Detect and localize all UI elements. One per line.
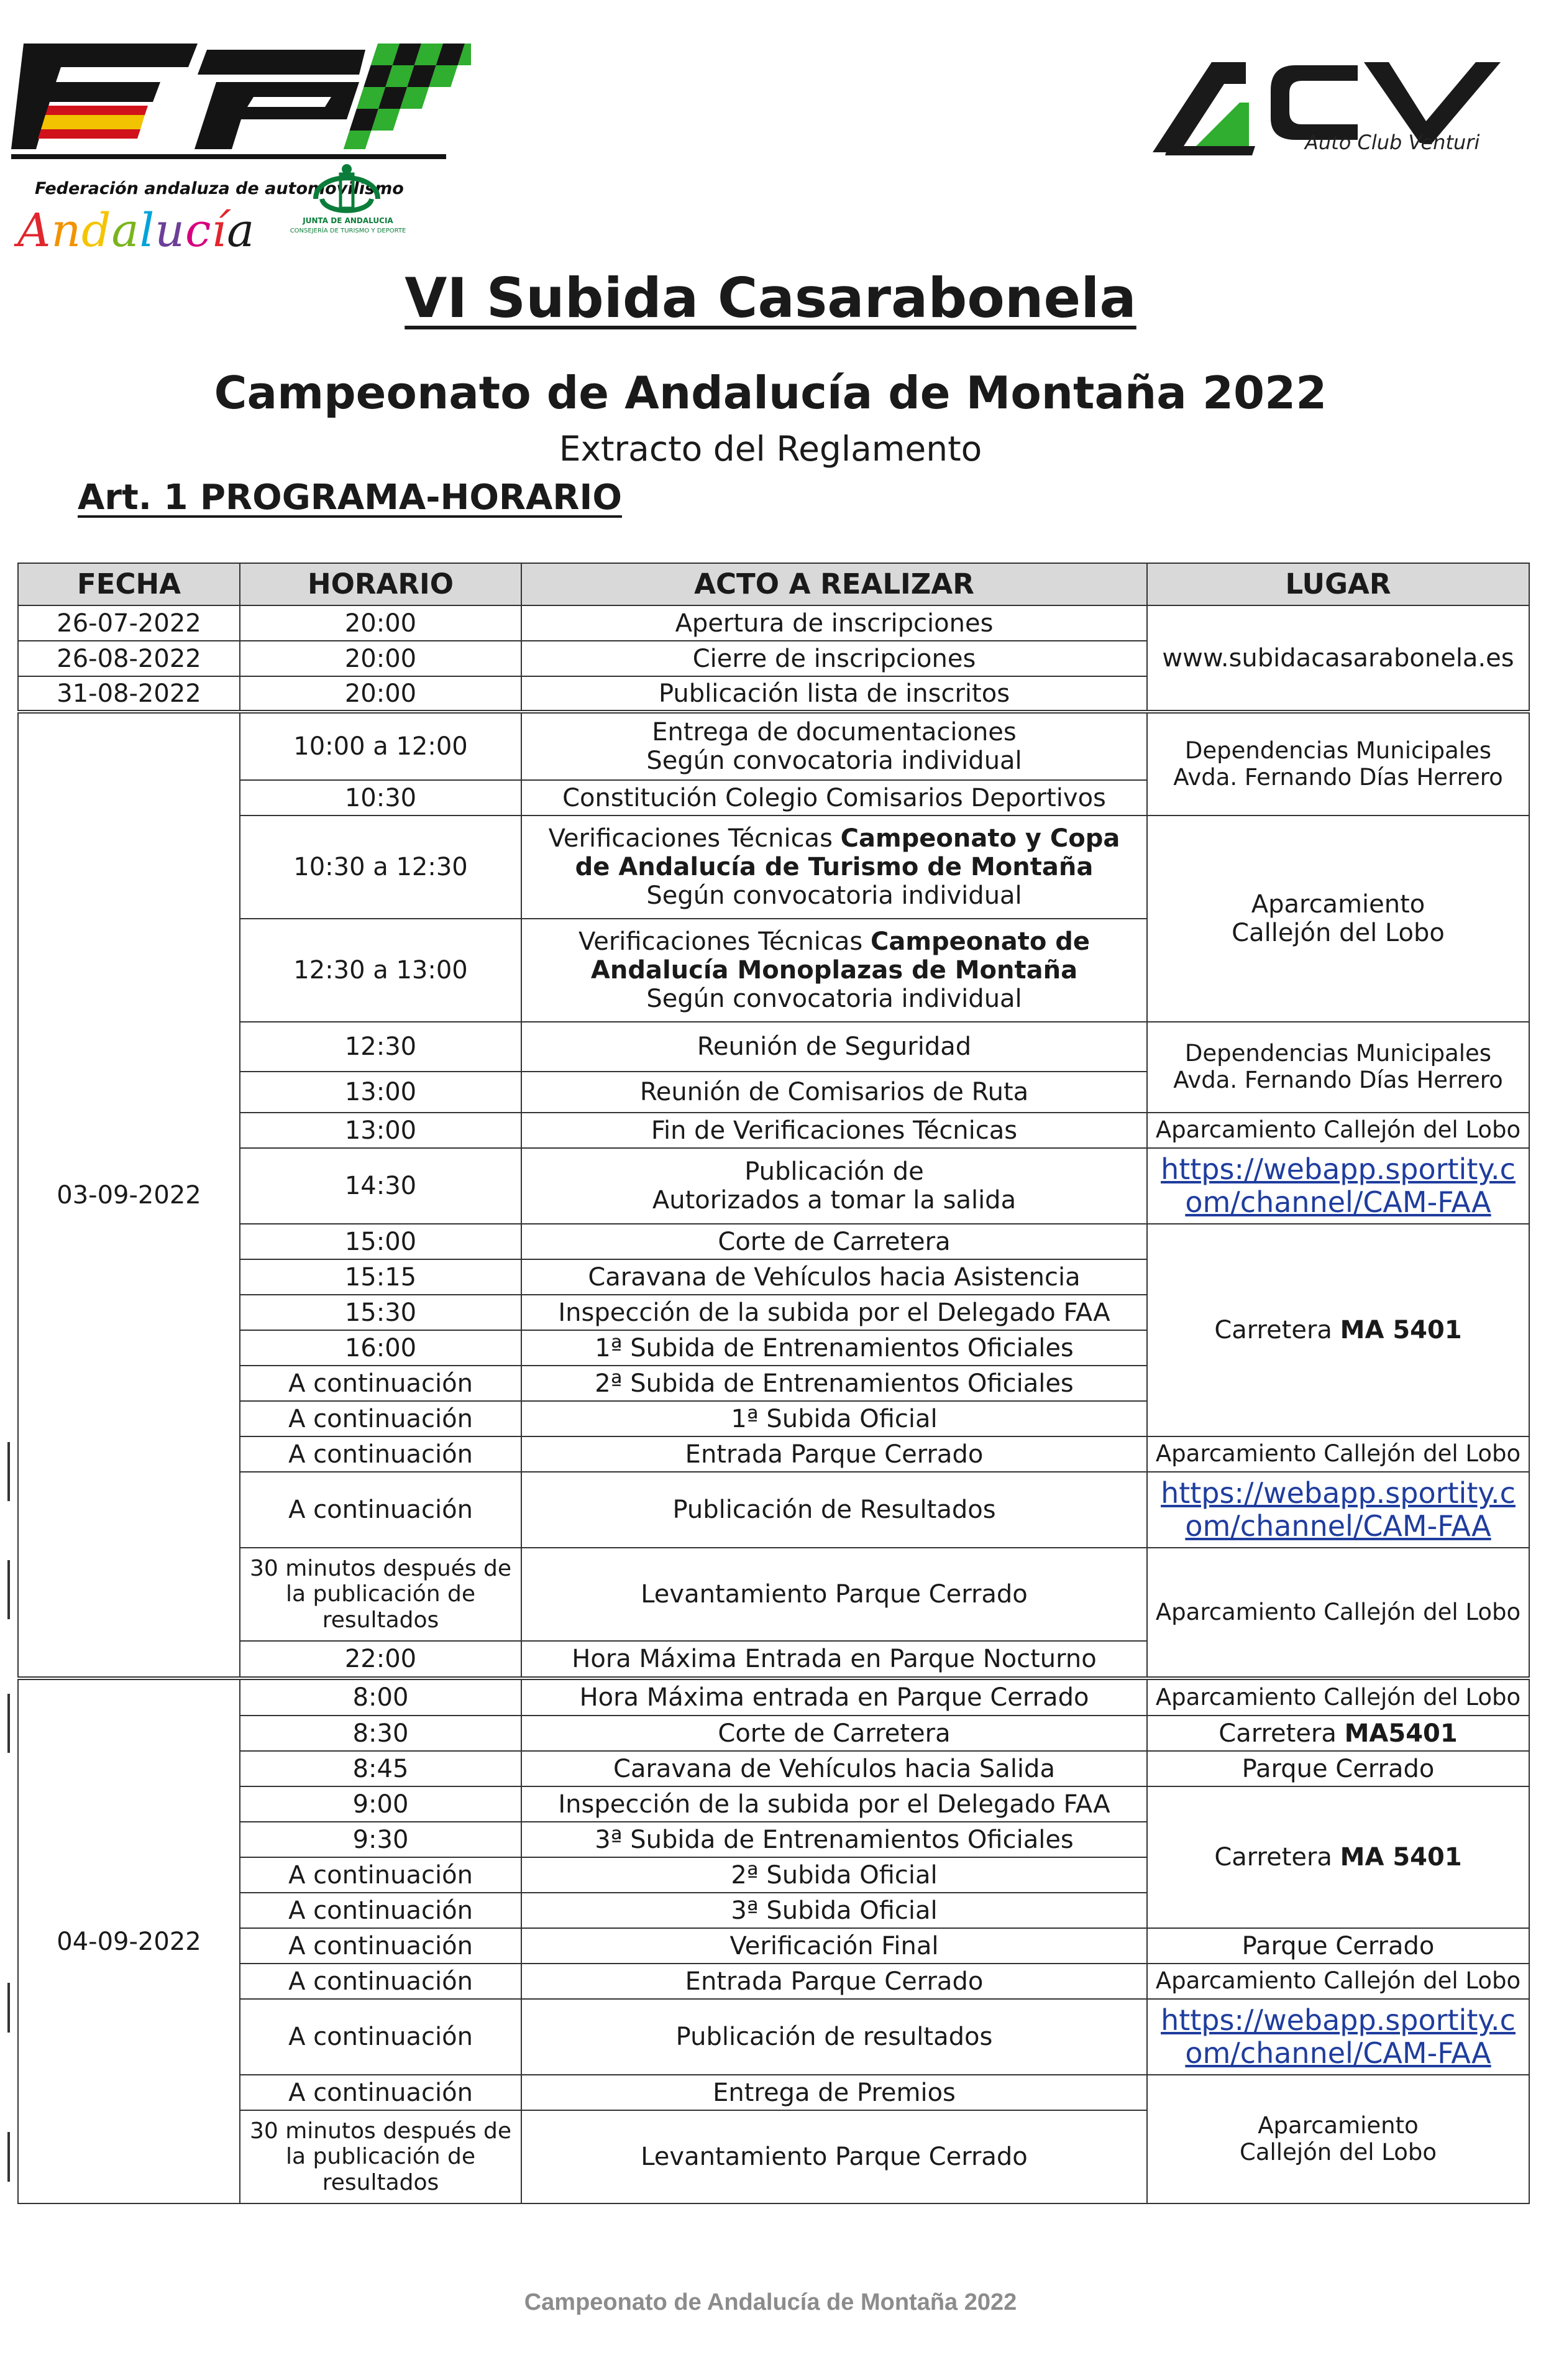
time-cell: A continuación xyxy=(240,1928,521,1964)
act-cell: Reunión de Comisarios de Ruta xyxy=(521,1072,1147,1113)
time-cell: 9:30 xyxy=(240,1822,521,1857)
time-cell: 20:00 xyxy=(240,605,521,641)
header-horario: HORARIO xyxy=(240,563,521,605)
act-cell: Constitución Colegio Comisarios Deportivos xyxy=(521,780,1147,816)
time-cell: 13:00 xyxy=(240,1072,521,1113)
act-line-bold: Campeonato y Copa xyxy=(840,824,1120,853)
place-line: Carretera xyxy=(1214,1843,1340,1872)
place-line: Callejón del Lobo xyxy=(1240,2138,1437,2166)
time-cell: A continuación xyxy=(240,1893,521,1928)
place-cell xyxy=(1147,605,1529,712)
table-header-row xyxy=(18,563,1529,605)
act-line: Según convocatoria individual xyxy=(646,881,1022,910)
article-heading: Art. 1 PROGRAMA-HORARIO xyxy=(78,477,622,518)
place-line: Carretera xyxy=(1214,1316,1340,1344)
schedule-table xyxy=(17,563,1530,2204)
time-cell: 15:30 xyxy=(240,1295,521,1330)
act-cell: Entrada Parque Cerrado xyxy=(521,1436,1147,1472)
table-row xyxy=(18,1436,1529,1472)
time-cell xyxy=(240,2110,521,2203)
act-line: Publicación de xyxy=(744,1157,924,1186)
act-cell: Verificación Final xyxy=(521,1928,1147,1964)
act-cell: Corte de Carretera xyxy=(521,1224,1147,1259)
time-cell: A continuación xyxy=(240,1366,521,1401)
act-cell: 2ª Subida de Entrenamientos Oficiales xyxy=(521,1366,1147,1401)
time-cell xyxy=(240,1548,521,1641)
place-cell: Parque Cerrado xyxy=(1147,1928,1529,1964)
act-cell xyxy=(521,1148,1147,1224)
place-line: Avda. Fernando Días Herrero xyxy=(1173,763,1503,791)
place-line: Avda. Fernando Días Herrero xyxy=(1173,1067,1503,1093)
time-cell: 12:30 xyxy=(240,1022,521,1072)
time-cell: A continuación xyxy=(240,2075,521,2110)
table-row xyxy=(18,1786,1529,1822)
place-cell: Aparcamiento Callejón del Lobo xyxy=(1147,1113,1529,1148)
margin-mark xyxy=(7,1694,10,1753)
header-fecha: FECHA xyxy=(18,563,240,605)
place-cell xyxy=(1147,1224,1529,1436)
time-cell: 22:00 xyxy=(240,1641,521,1678)
time-cell: 10:00 a 12:00 xyxy=(240,712,521,780)
margin-mark xyxy=(7,2132,10,2182)
sportity-link[interactable]: https://webapp.sportity.c om/channel/CAM-FAA xyxy=(1161,2003,1516,2070)
table-row xyxy=(18,1224,1529,1259)
time-cell: 20:00 xyxy=(240,641,521,676)
act-cell: Hora Máxima entrada en Parque Cerrado xyxy=(521,1678,1147,1716)
date-cell: 26-07-2022 xyxy=(18,605,240,641)
date-cell: 04-09-2022 xyxy=(18,1678,240,2203)
act-line-bold: Campeonato de xyxy=(870,927,1090,956)
margin-mark xyxy=(7,1560,10,1619)
place-cell: Aparcamiento Callejón del Lobo xyxy=(1147,1436,1529,1472)
act-line: Verificaciones Técnicas xyxy=(548,824,841,853)
table-row xyxy=(18,1928,1529,1964)
sportity-link[interactable]: https://webapp.sportity.c om/channel/CAM-FAA xyxy=(1161,1476,1516,1543)
act-line-bold: de Andalucía de Turismo de Montaña xyxy=(575,853,1094,881)
act-cell: 3ª Subida de Entrenamientos Oficiales xyxy=(521,1822,1147,1857)
table-row xyxy=(18,1751,1529,1786)
act-cell: 3ª Subida Oficial xyxy=(521,1893,1147,1928)
faa-emblem-icon xyxy=(11,37,471,162)
time-cell: A continuación xyxy=(240,1472,521,1548)
place-cell xyxy=(1147,1716,1529,1751)
road-code: MA5401 xyxy=(1344,1719,1458,1748)
time-cell: A continuación xyxy=(240,1401,521,1436)
act-cell: Levantamiento Parque Cerrado xyxy=(521,1548,1147,1641)
date-cell: 31-08-2022 xyxy=(18,676,240,712)
act-cell: 2ª Subida Oficial xyxy=(521,1857,1147,1893)
page-footer: Campeonato de Andalucía de Montaña 2022 xyxy=(524,2289,1017,2315)
road-code: MA 5401 xyxy=(1340,1316,1462,1344)
time-cell: 20:00 xyxy=(240,676,521,712)
andalucia-logo: Andalucía xyxy=(17,204,255,257)
act-cell: Caravana de Vehículos hacia Salida xyxy=(521,1751,1147,1786)
act-line-bold: Andalucía Monoplazas de Montaña xyxy=(590,956,1078,985)
place-cell xyxy=(1147,1022,1529,1113)
act-cell: Apertura de inscripciones xyxy=(521,605,1147,641)
place-line: Aparcamiento xyxy=(1251,890,1425,919)
time-cell: 15:00 xyxy=(240,1224,521,1259)
table-row xyxy=(18,1999,1529,2075)
place-line: Dependencias Municipales xyxy=(1184,1040,1492,1067)
act-cell: 1ª Subida Oficial xyxy=(521,1401,1147,1436)
place-cell xyxy=(1147,1786,1529,1928)
page-title: VI Subida Casarabonela xyxy=(405,266,1136,330)
place-cell: Aparcamiento Callejón del Lobo xyxy=(1147,1548,1529,1678)
act-cell: Entrega de Premios xyxy=(521,2075,1147,2110)
act-cell: Publicación de resultados xyxy=(521,1999,1147,2075)
table-row xyxy=(18,1022,1529,1072)
time-line: resultados xyxy=(322,1607,439,1633)
margin-mark xyxy=(7,1442,10,1501)
act-cell xyxy=(521,816,1147,919)
date-cell: 03-09-2022 xyxy=(18,712,240,1678)
time-cell: 13:00 xyxy=(240,1113,521,1148)
table-row xyxy=(18,1113,1529,1148)
time-line: la publicación de xyxy=(286,1581,475,1607)
table-row xyxy=(18,1964,1529,1999)
act-cell: Corte de Carretera xyxy=(521,1716,1147,1751)
act-cell: Publicación de Resultados xyxy=(521,1472,1147,1548)
time-cell: A continuación xyxy=(240,1436,521,1472)
extract-label: Extracto del Reglamento xyxy=(559,429,982,469)
sportity-link[interactable]: https://webapp.sportity.c om/channel/CAM-FAA xyxy=(1161,1152,1516,1219)
table-row xyxy=(18,712,1529,780)
time-cell: 8:30 xyxy=(240,1716,521,1751)
time-cell: 12:30 a 13:00 xyxy=(240,919,521,1022)
act-line: Autorizados a tomar la salida xyxy=(652,1186,1017,1215)
time-cell: 16:00 xyxy=(240,1330,521,1366)
road-code: MA 5401 xyxy=(1340,1843,1462,1872)
junta-line1: JUNTA DE ANDALUCIA xyxy=(303,216,393,225)
faa-subtitle: Federación andaluza de automovilismo xyxy=(35,179,404,198)
table-row xyxy=(18,2075,1529,2110)
table-row xyxy=(18,1472,1529,1548)
faa-logo xyxy=(11,37,483,257)
header-acto: ACTO A REALIZAR xyxy=(521,563,1147,605)
act-cell: Fin de Verificaciones Técnicas xyxy=(521,1113,1147,1148)
time-line: 30 minutos después de xyxy=(249,2118,512,2144)
place-cell: Parque Cerrado xyxy=(1147,1751,1529,1786)
time-cell: A continuación xyxy=(240,1964,521,1999)
time-cell: 8:45 xyxy=(240,1751,521,1786)
table-row xyxy=(18,1148,1529,1224)
place-cell xyxy=(1147,712,1529,816)
place-cell xyxy=(1147,816,1529,1022)
place-cell xyxy=(1147,1472,1529,1548)
time-cell: 15:15 xyxy=(240,1259,521,1295)
act-cell: Levantamiento Parque Cerrado xyxy=(521,2110,1147,2203)
place-line: Dependencias Municipales xyxy=(1184,737,1492,764)
act-cell: Inspección de la subida por el Delegado FAA xyxy=(521,1295,1147,1330)
table-row xyxy=(18,1678,1529,1716)
time-cell: 9:00 xyxy=(240,1786,521,1822)
time-line: resultados xyxy=(322,2169,439,2195)
act-line: Entrega de documentaciones xyxy=(652,718,1017,747)
page-subtitle: Campeonato de Andalucía de Montaña 2022 xyxy=(214,367,1327,419)
act-cell: Hora Máxima Entrada en Parque Nocturno xyxy=(521,1641,1147,1678)
place-cell xyxy=(1147,1999,1529,2075)
time-cell: 10:30 xyxy=(240,780,521,816)
table-row xyxy=(18,605,1529,641)
act-cell: Reunión de Seguridad xyxy=(521,1022,1147,1072)
header-lugar: LUGAR xyxy=(1147,563,1529,605)
act-line: Según convocatoria individual xyxy=(646,985,1022,1013)
table-row xyxy=(18,1716,1529,1751)
act-cell xyxy=(521,712,1147,780)
margin-mark xyxy=(7,1983,10,2033)
place-line: Callejón del Lobo xyxy=(1232,919,1445,947)
act-cell: Inspección de la subida por el Delegado FAA xyxy=(521,1786,1147,1822)
act-cell: Caravana de Vehículos hacia Asistencia xyxy=(521,1259,1147,1295)
place-cell xyxy=(1147,2075,1529,2203)
act-line: Verificaciones Técnicas xyxy=(578,927,871,956)
act-cell: Entrada Parque Cerrado xyxy=(521,1964,1147,1999)
place-line: Aparcamiento xyxy=(1258,2111,1419,2139)
place-cell: Aparcamiento Callejón del Lobo xyxy=(1147,1964,1529,1999)
place-line: Carretera xyxy=(1219,1719,1345,1748)
time-cell: A continuación xyxy=(240,1999,521,2075)
act-line: Según convocatoria individual xyxy=(646,747,1022,775)
place-cell: Aparcamiento Callejón del Lobo xyxy=(1147,1678,1529,1716)
time-cell: 8:00 xyxy=(240,1678,521,1716)
act-cell xyxy=(521,919,1147,1022)
act-cell: Cierre de inscripciones xyxy=(521,641,1147,676)
act-cell: Publicación lista de inscritos xyxy=(521,676,1147,712)
time-cell: A continuación xyxy=(240,1857,521,1893)
place-web: www.subidacasarabonela.es xyxy=(1162,643,1514,673)
time-cell: 14:30 xyxy=(240,1148,521,1224)
time-line: la publicación de xyxy=(286,2144,475,2170)
place-cell xyxy=(1147,1148,1529,1224)
table-row xyxy=(18,1548,1529,1641)
time-line: 30 minutos después de xyxy=(249,1555,512,1581)
date-cell: 26-08-2022 xyxy=(18,641,240,676)
acv-subtitle: Auto Club Venturi xyxy=(1305,131,1480,154)
time-cell: 10:30 a 12:30 xyxy=(240,816,521,919)
act-cell: 1ª Subida de Entrenamientos Oficiales xyxy=(521,1330,1147,1366)
table-row xyxy=(18,816,1529,919)
junta-line2: CONSEJERÍA DE TURISMO Y DEPORTE xyxy=(290,227,406,234)
